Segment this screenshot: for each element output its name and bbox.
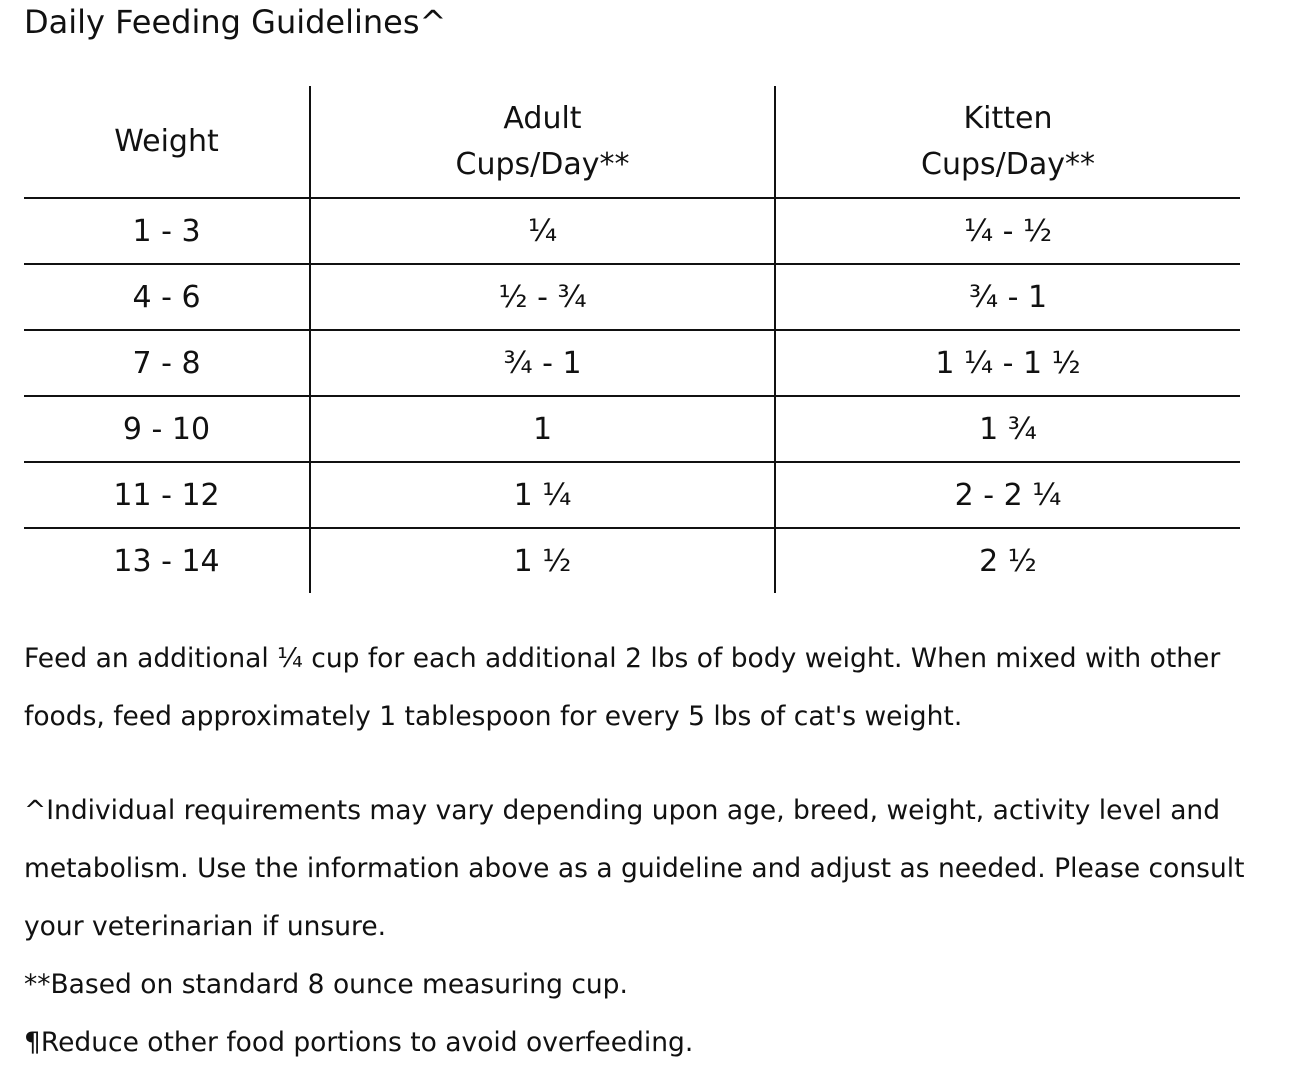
cell-kitten: 2 ½	[775, 528, 1240, 593]
cell-adult: 1 ¼	[310, 462, 775, 528]
header-kitten	[775, 86, 1240, 198]
cell-adult: ¾ - 1	[310, 330, 775, 396]
reduce-portions-note: ¶Reduce other food portions to avoid overfeeding.	[24, 1027, 694, 1058]
cell-adult: 1 ½	[310, 528, 775, 593]
table-row	[24, 396, 1240, 462]
header-adult-line1: Adult	[503, 100, 582, 136]
cell-kitten: 1 ¼ - 1 ½	[775, 330, 1240, 396]
cell-weight: 1 - 3	[24, 198, 310, 264]
table-row	[24, 198, 1240, 264]
cell-kitten: ¼ - ½	[775, 198, 1240, 264]
header-kitten-line2: Cups/Day**	[921, 146, 1095, 182]
cell-weight: 9 - 10	[24, 396, 310, 462]
cell-weight: 4 - 6	[24, 264, 310, 330]
page-title: Daily Feeding Guidelines^	[24, 3, 447, 41]
header-kitten-line1: Kitten	[963, 100, 1053, 136]
header-weight-label: Weight	[114, 123, 219, 159]
table-header-row	[24, 86, 1240, 198]
cell-kitten: ¾ - 1	[775, 264, 1240, 330]
cell-kitten: 2 - 2 ¼	[775, 462, 1240, 528]
cell-weight: 11 - 12	[24, 462, 310, 528]
measuring-cup-note: **Based on standard 8 ounce measuring cup.	[24, 969, 628, 1000]
feeding-guidelines-page	[24, 0, 1254, 1058]
cell-adult: ¼	[310, 198, 775, 264]
header-weight	[24, 86, 310, 198]
cell-adult: 1	[310, 396, 775, 462]
cell-weight: 7 - 8	[24, 330, 310, 396]
notes-section	[24, 630, 1254, 1072]
table-row	[24, 528, 1240, 593]
cell-adult: ½ - ¾	[310, 264, 775, 330]
table-row	[24, 264, 1240, 330]
feeding-table	[24, 86, 1240, 593]
header-adult	[310, 86, 775, 198]
additional-feeding-note: Feed an additional ¼ cup for each additional 2 lbs of body weight. When mixed with other foods, feed approximately 1 tablespoon for every 5 lbs of cat's weight.	[24, 643, 1221, 732]
individual-requirements-note: ^Individual requirements may vary depending upon age, breed, weight, activity level and metabolism. Use the information above as a guideline and adjust as needed. Please consult your veterinarian if unsure.	[24, 795, 1245, 942]
table-row	[24, 462, 1240, 528]
header-adult-line2: Cups/Day**	[455, 146, 630, 182]
cell-kitten: 1 ¾	[775, 396, 1240, 462]
cell-weight: 13 - 14	[113, 543, 220, 579]
table-row	[24, 330, 1240, 396]
